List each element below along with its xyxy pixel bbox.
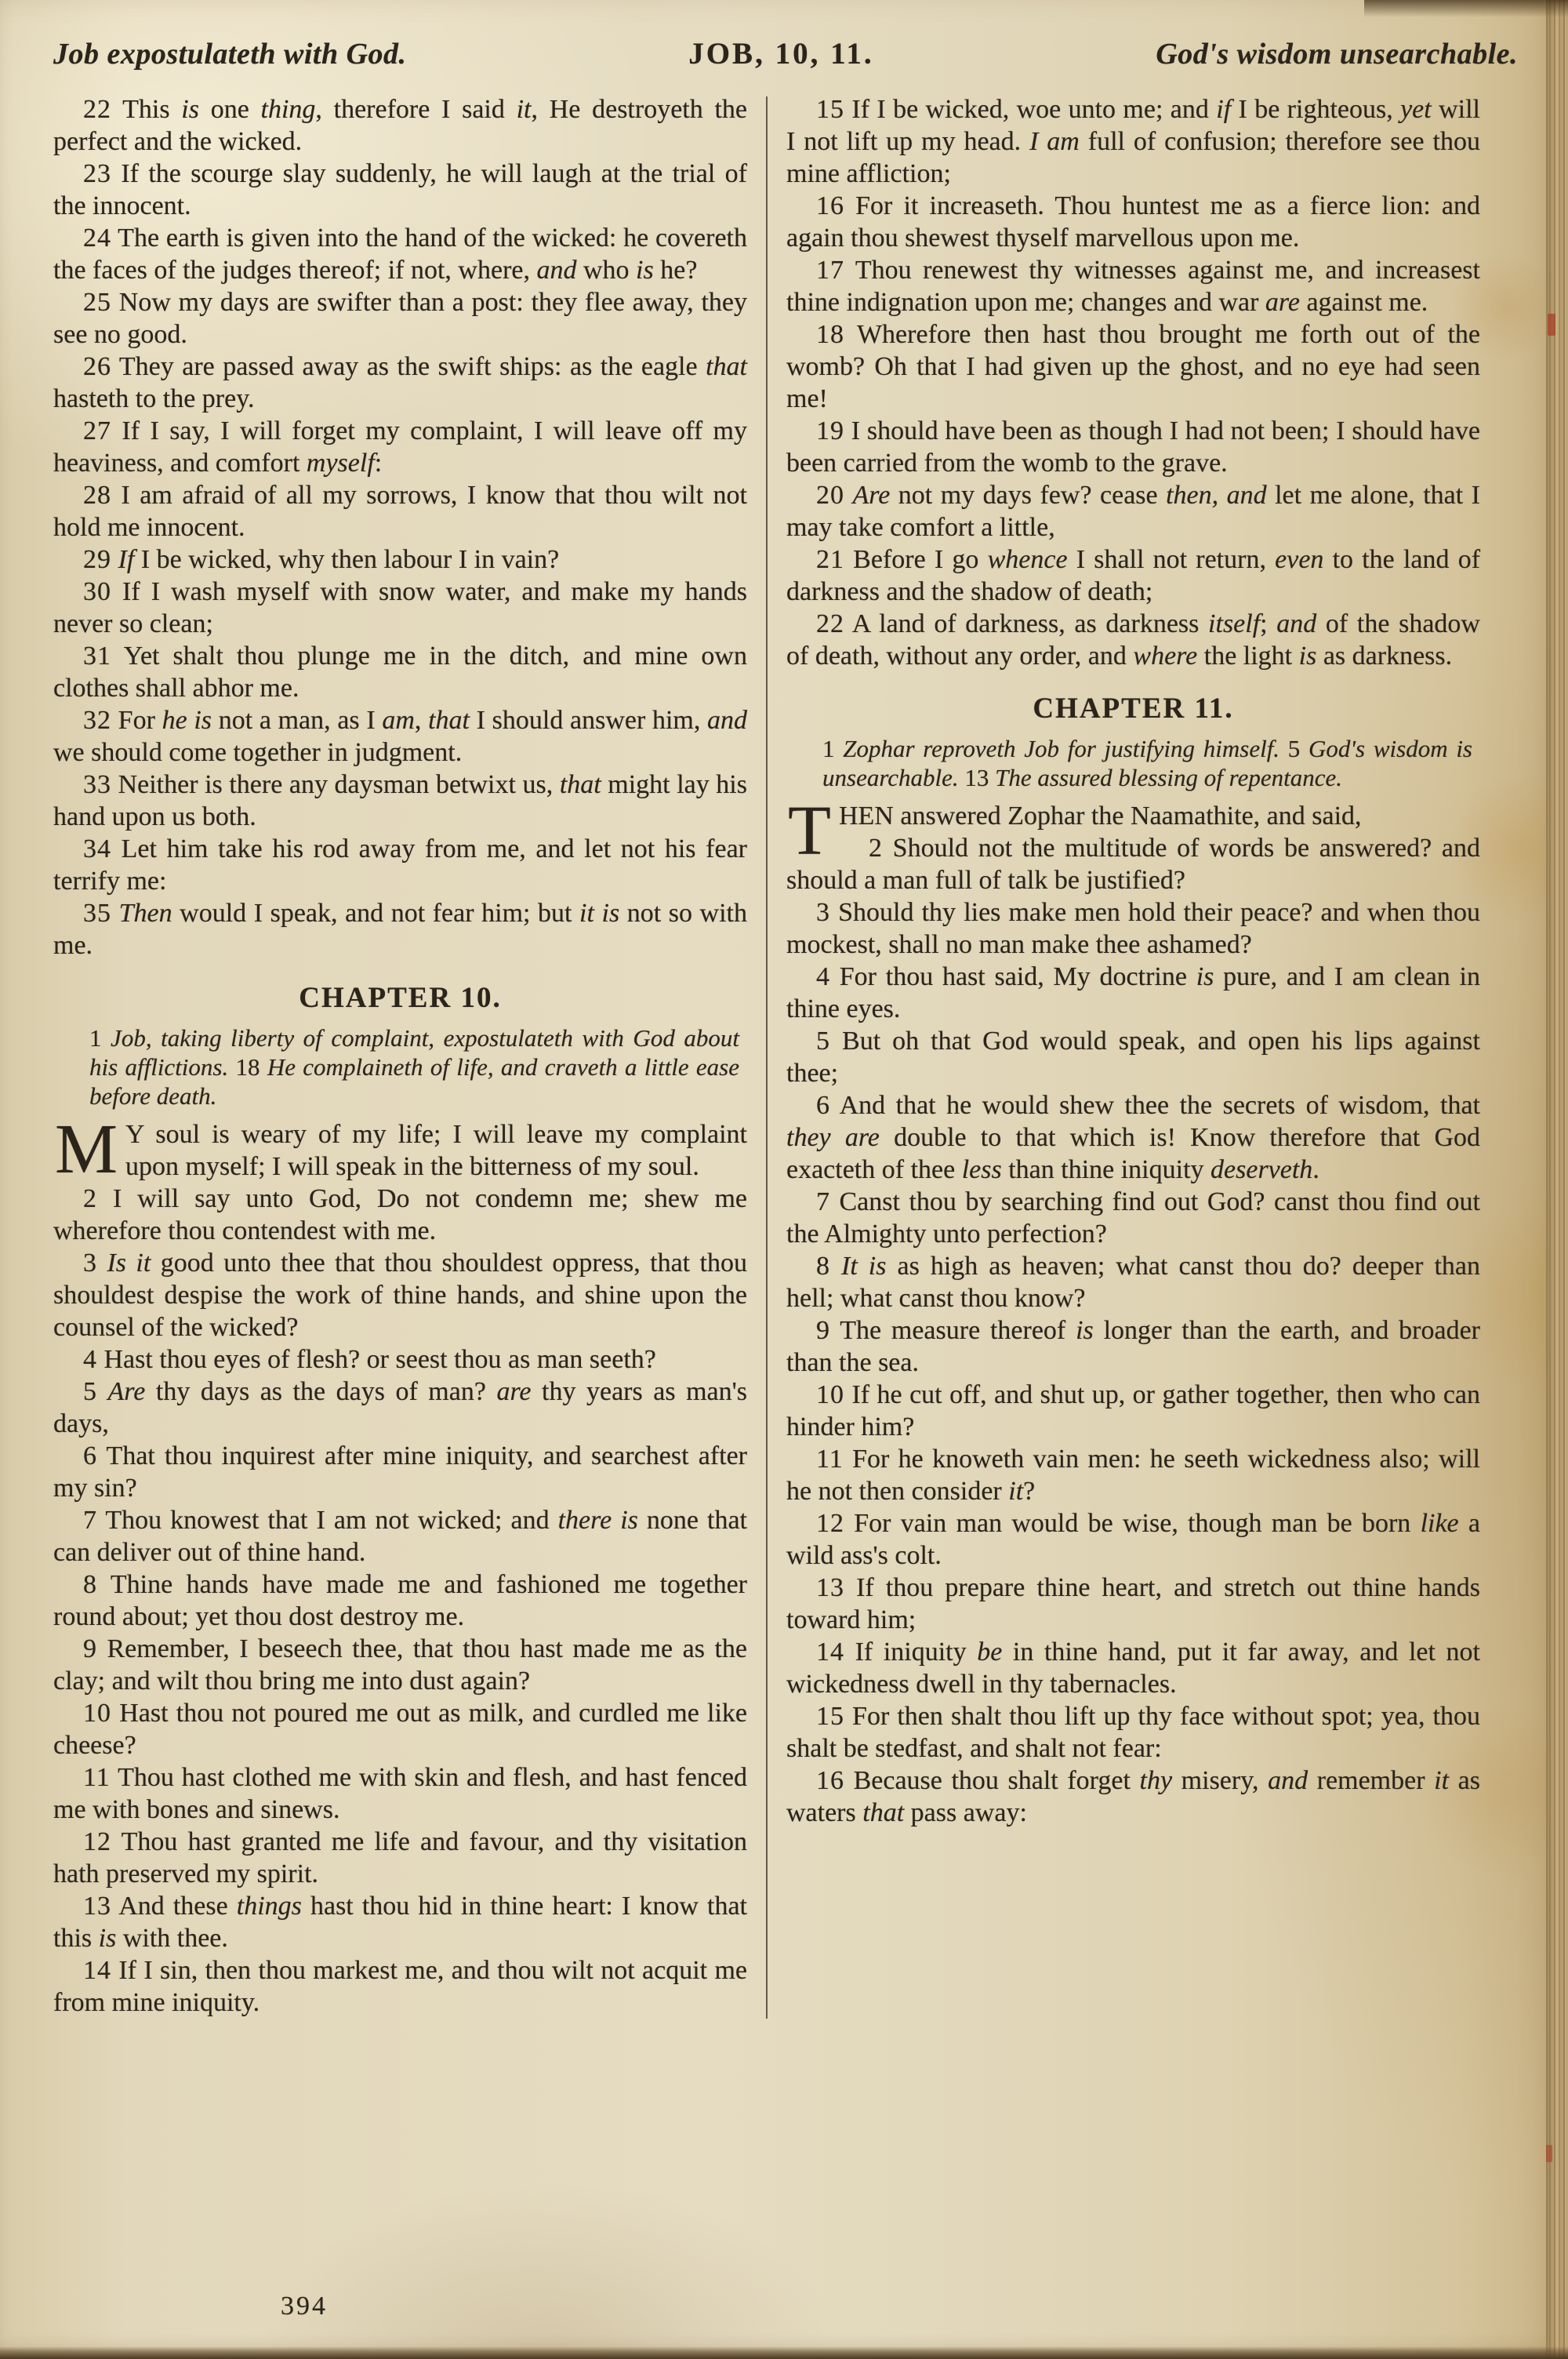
page-stack-edge (1546, 0, 1568, 2359)
column-left (53, 93, 747, 2019)
verse-number: 30 (83, 577, 111, 606)
verse: 10 If he cut off, and shut up, or gather together, then who can hinder him? (786, 1380, 1480, 1441)
verse-number: 4 (83, 1345, 97, 1374)
verse-number: 23 (83, 159, 111, 188)
verse: 24 The earth is given into the hand of the wicked: he covereth the faces of the judges thereof; if not, where, and who is he? (53, 224, 747, 285)
verse-number: 32 (83, 706, 111, 735)
verse-number: 21 (816, 545, 844, 574)
verse: 4 For thou hast said, My doctrine is pure, and I am clean in thine eyes. (786, 962, 1481, 1023)
verse-number: 28 (83, 481, 111, 510)
verse: 7 Thou knowest that I am not wicked; and there is none that can deliver out of thine hand. (53, 1506, 748, 1567)
verse: 31 Yet shalt thou plunge me in the ditch, and mine own clothes shall abhor me. (53, 642, 747, 703)
verse: 3 Is it good unto thee that thou shouldest oppress, that thou shouldest despise the work of thine hands, and shine upon the counsel of the wicked? (53, 1249, 747, 1342)
verse: 8 Thine hands have made me and fashioned me together round about; yet thou dost destroy me. (53, 1570, 747, 1631)
verse: 16 Because thou shalt forget thy misery, and remember it as waters that pass away: (786, 1766, 1480, 1827)
verse-number: 10 (83, 1699, 111, 1728)
verse: 7 Canst thou by searching find out God? canst thou find out the Almighty unto perfection? (786, 1187, 1480, 1249)
verse-number: 6 (83, 1441, 97, 1470)
verse: 16 For it increaseth. Thou huntest me as a fierce lion: and again thou shewest thyself marvellous upon me. (786, 191, 1480, 253)
running-head-center: JOB, 10, 11. (688, 37, 874, 71)
verse-number: 22 (83, 95, 111, 124)
verse-number: 7 (83, 1506, 97, 1535)
drop-cap: T (788, 792, 831, 870)
verse: 5 Are thy days as the days of man? are thy years as man's days, (53, 1377, 748, 1438)
verse: 14 If I sin, then thou markest me, and thou wilt not acquit me from mine iniquity. (53, 1956, 747, 2017)
verse: 33 Neither is there any daysman betwixt us, that might lay his hand upon us both. (53, 770, 747, 831)
verse-number: 8 (816, 1252, 830, 1281)
running-head-right: God's wisdom unsearchable. (1156, 38, 1518, 71)
verse-number: 13 (816, 1573, 844, 1602)
verse: 10 Hast thou not poured me out as milk, and curdled me like cheese? (53, 1699, 747, 1760)
verse-number: 25 (83, 288, 111, 317)
verse: 12 For vain man would be wise, though man be born like a wild ass's colt. (786, 1509, 1480, 1570)
verse: 8 It is as high as heaven; what canst thou do? deeper than hell; what canst thou know? (786, 1252, 1481, 1313)
verse-number: 9 (83, 1634, 97, 1663)
column-divider-rule (766, 96, 768, 2019)
verse: 22 This is one thing, therefore I said it, He destroyeth the perfect and the wicked. (53, 95, 747, 156)
verse: 15 For then shalt thou lift up thy face without spot; yea, thou shalt be stedfast, and shalt not fear: (786, 1702, 1480, 1763)
verse: 2 I will say unto God, Do not condemn me; shew me wherefore thou contendest with me. (53, 1184, 747, 1245)
column-right (786, 93, 1480, 2019)
verse: 27 If I say, I will forget my complaint, I will leave off my heaviness, and comfort myself: (53, 416, 747, 478)
verse: 26 They are passed away as the swift ships: as the eagle that hasteth to the prey. (53, 352, 747, 413)
verse-number: 4 (816, 962, 830, 991)
verse: 14 If iniquity be in thine hand, put it far away, and let not wickedness dwell in thy tabernacles. (786, 1637, 1480, 1699)
verse: 35 Then would I speak, and not fear him; but it is not so with me. (53, 899, 748, 960)
verse: 12 Thou hast granted me life and favour, and thy visitation hath preserved my spirit. (53, 1827, 747, 1888)
verse: 13 If thou prepare thine heart, and stretch out thine hands toward him; (786, 1573, 1480, 1634)
verse: 19 I should have been as though I had not been; I should have been carried from the womb to the grave. (786, 416, 1480, 478)
verse: 3 Should thy lies make men hold their peace? and when thou mockest, shall no man make thee ashamed? (786, 898, 1480, 959)
verse: 17 Thou renewest thy witnesses against me, and increasest thine indignation upon me; changes and war are against me. (786, 256, 1480, 317)
chapter-heading: CHAPTER 11. (1033, 692, 1234, 725)
verse-number: 15 (816, 95, 844, 124)
verse-number: 19 (816, 416, 844, 445)
verse-number: 15 (816, 1702, 844, 1731)
red-edge-stain (1548, 314, 1555, 336)
text-columns (0, 71, 1568, 2019)
verse-number: 9 (816, 1316, 830, 1345)
verse: 18 Wherefore then hast thou brought me forth out of the womb? Oh that I had given up the ghost, and no eye had seen me! (786, 320, 1480, 413)
verse-first: M Y soul is weary of my life; I will leave my complaint upon myself; I will speak in the bitterness of my soul. (55, 1110, 747, 1188)
verse: 4 Hast thou eyes of flesh? or seest thou as man seeth? (83, 1345, 656, 1374)
verse-number: 35 (83, 899, 111, 928)
verse-first: THEN answered Zophar the Naamathite, and said, (788, 792, 1362, 870)
verse-number: 24 (83, 224, 111, 253)
verse-number: 20 (816, 481, 844, 510)
verse: 34 Let him take his rod away from me, and let not his fear terrify me: (53, 834, 747, 896)
verse: 23 If the scourge slay suddenly, he will laugh at the trial of the innocent. (53, 159, 747, 220)
running-head-left: Job expostulateth with God. (53, 38, 407, 71)
verse-number: 11 (816, 1445, 844, 1474)
verse: 30 If I wash myself with snow water, and make my hands never so clean; (53, 577, 747, 638)
verse-number: 2 (83, 1184, 97, 1213)
verse-number: 12 (83, 1827, 111, 1856)
verse-number: 31 (83, 642, 111, 671)
page-number: 394 (281, 2292, 328, 2321)
verse: 9 The measure thereof is longer than the earth, and broader than the sea. (786, 1316, 1480, 1377)
verse-number: 16 (816, 191, 844, 220)
verse: 11 Thou hast clothed me with skin and flesh, and hast fenced me with bones and sinews. (53, 1763, 747, 1824)
verse-number: 33 (83, 770, 111, 799)
verse: 9 Remember, I beseech thee, that thou hast made me as the clay; and wilt thou bring me into dust again? (53, 1634, 747, 1696)
verse: 22 A land of darkness, as darkness itself; and of the shadow of death, without any order, and where the light is as darkness. (786, 609, 1480, 671)
verse-number: 5 (83, 1377, 97, 1406)
verse-number: 16 (816, 1766, 844, 1795)
red-edge-stain (1546, 2145, 1552, 2162)
verse-number: 10 (816, 1380, 844, 1409)
verse-number: 6 (816, 1091, 830, 1120)
top-right-shadow (1364, 0, 1568, 17)
verse-number: 27 (83, 416, 111, 445)
running-head (0, 0, 1568, 71)
drop-cap: M (55, 1110, 118, 1188)
verse: 21 Before I go whence I shall not return, even to the land of darkness and the shadow of death; (786, 545, 1481, 606)
chapter-summary: 1 Zophar reproveth Job for justifying himself. 5 God's wisdom is unsearchable. 13 The assured blessing of repentance. (822, 735, 1472, 791)
verse-number: 17 (816, 256, 844, 285)
verse: 6 And that he would shew thee the secrets of wisdom, that they are double to that which is! Know therefore that God exacteth of thee less than thine iniquity deserveth. (786, 1091, 1480, 1184)
verse-number: 22 (816, 609, 844, 638)
verse-number: 12 (816, 1509, 844, 1538)
verse-number: 14 (816, 1637, 844, 1667)
verse: 11 For he knoweth vain men: he seeth wickedness also; will he not then consider it? (786, 1445, 1480, 1506)
verse-number: 11 (83, 1763, 111, 1792)
verse-number: 2 (868, 834, 883, 863)
verse: 32 For he is not a man, as I am, that I should answer him, and we should come together in judgment. (53, 706, 748, 767)
verse: 2 Should not the multitude of words be answered? and should a man full of talk be justified? (786, 834, 1480, 895)
verse-number: 3 (83, 1249, 97, 1278)
verse-number: 13 (83, 1892, 111, 1921)
verse: 15 If I be wicked, woe unto me; and if I be righteous, yet will I not lift up my head. I am full of confusion; therefore see thou mine affliction; (786, 95, 1480, 188)
verse: 25 Now my days are swifter than a post: they flee away, they see no good. (53, 288, 747, 349)
verse-number: 34 (83, 834, 111, 863)
chapter-heading: CHAPTER 10. (299, 982, 502, 1014)
verse: 20 Are not my days few? cease then, and let me alone, that I may take comfort a little, (786, 481, 1480, 542)
verse-number: 5 (816, 1027, 830, 1056)
verse-number: 7 (816, 1187, 830, 1216)
verse-number: 8 (83, 1570, 97, 1599)
verse: 5 But oh that God would speak, and open his lips against thee; (786, 1027, 1480, 1088)
verse-number: 3 (816, 898, 830, 927)
chapter-summary: 1 Job, taking liberty of complaint, expostulateth with God about his afflictions. 18 He complaineth of life, and craveth a little ease before death. (89, 1024, 739, 1110)
verse: 6 That thou inquirest after mine iniquity, and searchest after my sin? (53, 1441, 747, 1503)
verse-number: 18 (816, 320, 844, 349)
verse: 29 If I be wicked, why then labour I in vain? (83, 545, 560, 574)
verse: 13 And these things hast thou hid in thine heart: I know that this is with thee. (53, 1892, 747, 1953)
verse-number: 26 (83, 352, 111, 381)
verse: 28 I am afraid of all my sorrows, I know that thou wilt not hold me innocent. (53, 481, 747, 542)
verse-number: 14 (83, 1956, 111, 1985)
verse-number: 29 (83, 545, 111, 574)
bottom-page-edge (0, 2346, 1568, 2359)
